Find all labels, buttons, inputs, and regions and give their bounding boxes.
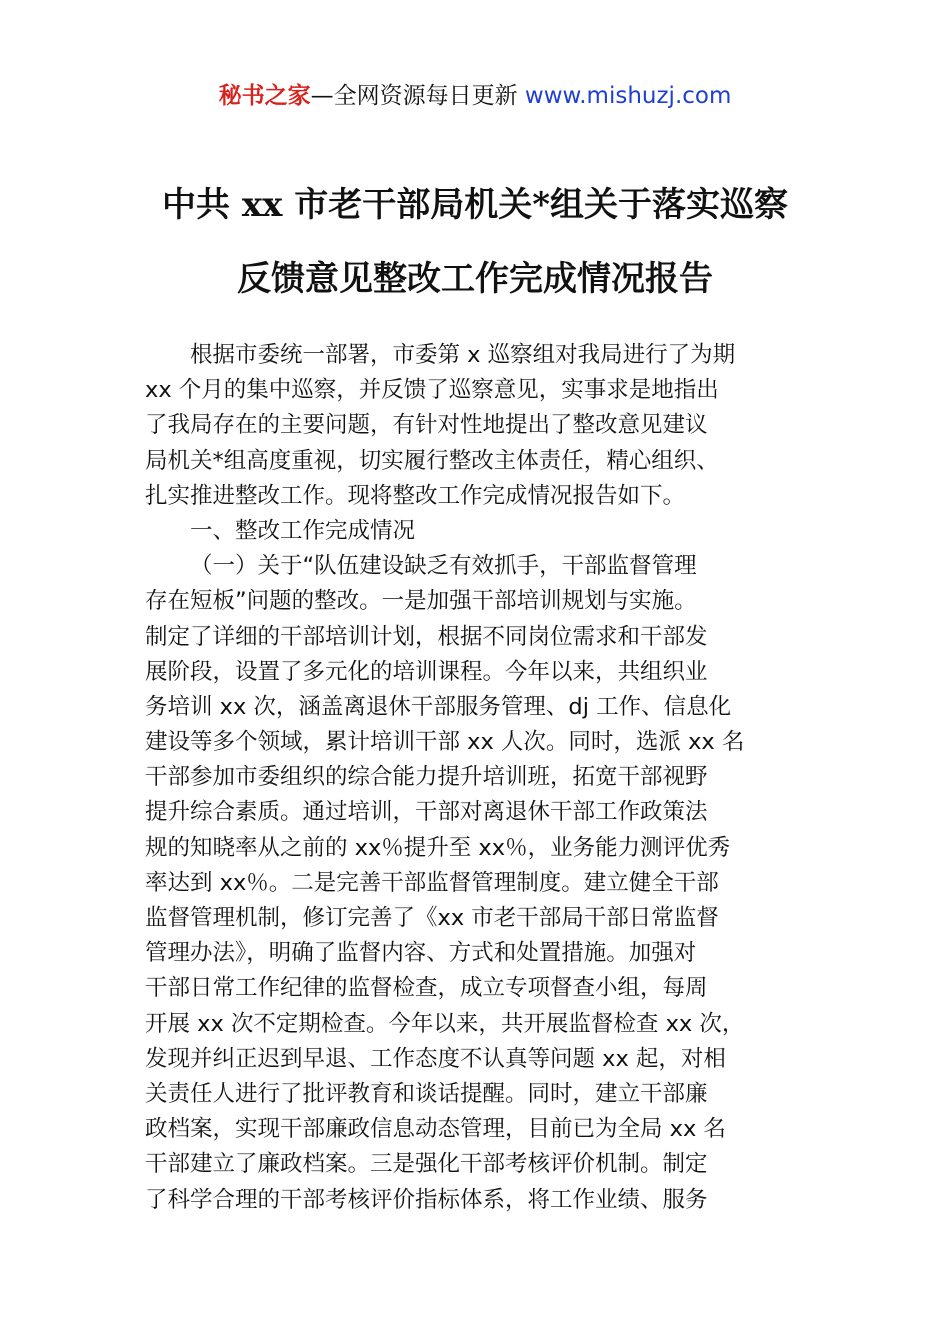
paragraph-line: 规的知晓率从之前的 xx％提升至 xx％，业务能力测评优秀 xyxy=(145,834,731,861)
paragraph-line: 根据市委统一部署，市委第 x 巡察组对我局进行了为期 xyxy=(190,342,736,368)
document-title xyxy=(0,168,950,316)
paragraph-line: 建设等多个领域，累计培训干部 xx 人次。同时，选派 xx 名 xyxy=(145,729,745,756)
paragraph-line: 管理办法》，明确了监督内容、方式和处置措施。加强对 xyxy=(145,940,697,967)
title-line-2: 反馈意见整改工作完成情况报告 xyxy=(237,259,713,299)
site-url-link[interactable]: www.mishuzj.com xyxy=(524,83,732,109)
paragraph-line: 了我局存在的主要问题，有针对性地提出了整改意见建议 xyxy=(145,412,708,439)
paragraph-line: 干部建立了廉政档案。三是强化干部考核评价机制。制定 xyxy=(145,1151,708,1178)
paragraph-line: 政档案，实现干部廉政信息动态管理，目前已为全局 xx 名 xyxy=(145,1116,726,1143)
paragraph-line: 扎实推进整改工作。现将整改工作完成情况报告如下。 xyxy=(145,482,686,509)
paragraph-line: 干部参加市委组织的综合能力提升培训班，拓宽干部视野 xyxy=(145,764,708,791)
paragraph-line: 干部日常工作纪律的监督检查，成立专项督查小组，每周 xyxy=(145,975,708,1002)
paragraph-line: 制定了详细的干部培训计划，根据不同岗位需求和干部发 xyxy=(145,623,708,650)
paragraph-line: 开展 xx 次不定期检查。今年以来，共开展监督检查 xx 次， xyxy=(145,1010,745,1037)
paragraph-line: 关责任人进行了批评教育和谈话提醒。同时，建立干部廉 xyxy=(145,1080,708,1107)
site-slogan: —全网资源每日更新 xyxy=(310,83,518,109)
paragraph-line: 率达到 xx％。二是完善干部监督管理制度。建立健全干部 xyxy=(145,869,719,896)
document-body xyxy=(145,338,810,1218)
paragraph-line: （一）关于“队伍建设缺乏有效抓手，干部监督管理 xyxy=(190,553,697,580)
paragraph-line: 发现并纠正迟到早退、工作态度不认真等问题 xx 起，对相 xyxy=(145,1045,726,1072)
site-brand: 秘书之家 xyxy=(218,83,311,109)
paragraph-line: 了科学合理的干部考核评价指标体系，将工作业绩、服务 xyxy=(145,1186,708,1213)
title-line-1: 中共 xx 市老干部局机关*组关于落实巡察 xyxy=(162,185,788,225)
paragraph-line: 提升综合素质。通过培训，干部对离退休干部工作政策法 xyxy=(145,799,708,826)
paragraph-line: xx 个月的集中巡察，并反馈了巡察意见，实事求是地指出 xyxy=(145,377,719,404)
paragraph-line: 展阶段，设置了多元化的培训课程。今年以来，共组织业 xyxy=(145,658,708,685)
paragraph-line: 监督管理机制，修订完善了《xx 市老干部局干部日常监督 xyxy=(145,905,719,931)
paragraph-line: 存在短板”问题的整改。一是加强干部培训规划与实施。 xyxy=(145,588,697,615)
section-heading: 一、整改工作完成情况 xyxy=(190,517,416,544)
paragraph-line: 务培训 xx 次，涵盖离退休干部服务管理、dj 工作、信息化 xyxy=(145,693,732,720)
paragraph-line: 局机关*组高度重视，切实履行整改主体责任，精心组织、 xyxy=(145,447,719,474)
site-header xyxy=(0,80,950,112)
